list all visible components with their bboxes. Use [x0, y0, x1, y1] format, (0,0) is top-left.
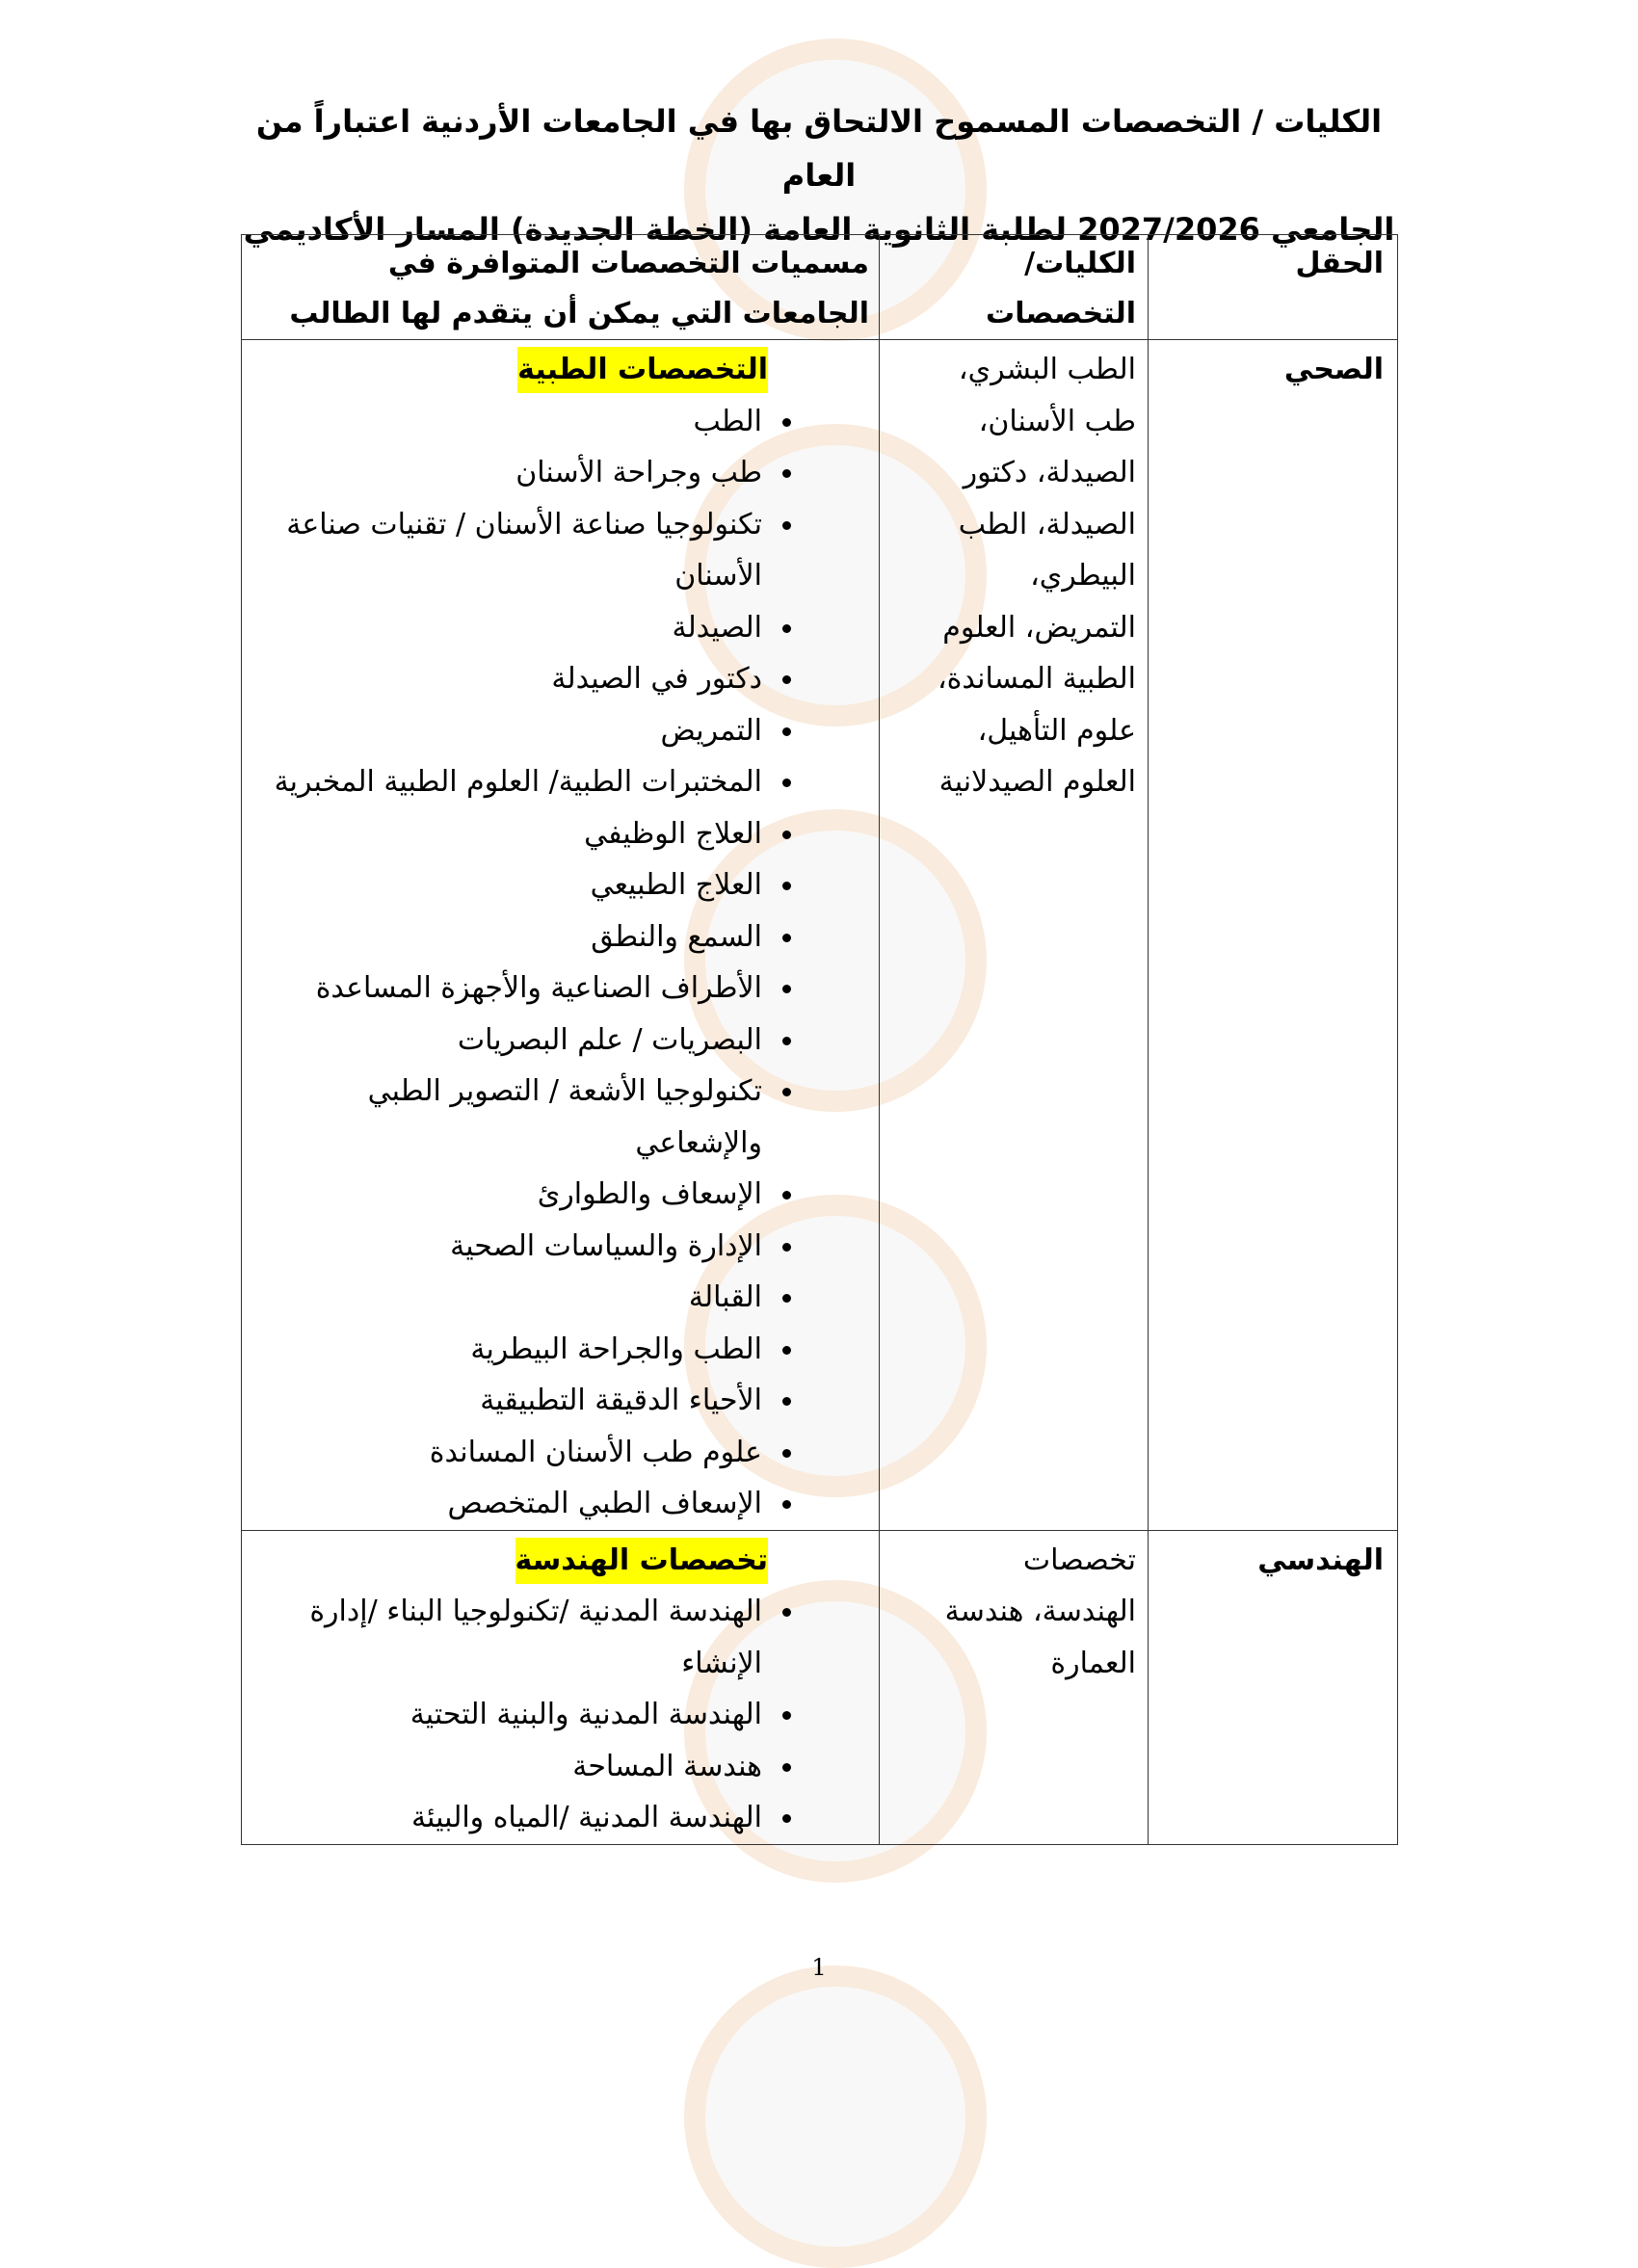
title-line-2: الجامعي 2027/2026 لطلبة الثانوية العامة (الخطة الجديدة) المسار الأكاديمي [243, 211, 1395, 248]
major-item: • الهندسة المدنية /تكنولوجيا البناء /إدارة الإنشاء [251, 1586, 768, 1689]
document-title [241, 94, 1397, 256]
college-line: طب الأسنان، [978, 404, 1136, 438]
group-title-highlight: التخصصات الطبية [517, 347, 768, 393]
major-item: • المختبرات الطبية/ العلوم الطبية المخبرية [251, 756, 768, 808]
majors-cell [242, 1530, 880, 1844]
major-item: • الإسعاف الطبي المتخصص [251, 1478, 768, 1530]
college-line: التمريض، العلوم [942, 610, 1136, 645]
college-line: الطبية المساندة، [937, 662, 1136, 696]
major-item: • الأحياء الدقيقة التطبيقية [251, 1375, 768, 1427]
college-line: الصيدلة، الطب [958, 507, 1136, 541]
major-item: • القبالة [251, 1272, 768, 1324]
major-item: • الهندسة المدنية /المياه والبيئة [251, 1792, 768, 1844]
group-title-highlight: تخصصات الهندسة [515, 1538, 769, 1584]
college-line: العلوم الصيدلانية [938, 765, 1136, 799]
major-item: • علوم طب الأسنان المساندة [251, 1427, 768, 1479]
colleges-cell [880, 1530, 1149, 1844]
college-line: علوم التأهيل، [977, 713, 1136, 748]
header-field: الحقل [1149, 235, 1398, 340]
college-line: الهندسة، هندسة [944, 1595, 1136, 1628]
major-item: • هندسة المساحة [251, 1741, 768, 1793]
field-cell: الهندسي [1149, 1530, 1398, 1844]
header-majors: مسميات التخصصات المتوافرة في الجامعات التي يمكن أن يتقدم لها الطالب [242, 235, 880, 340]
major-item: • الإدارة والسياسات الصحية [251, 1221, 768, 1273]
page-number: 1 [811, 1954, 827, 1981]
colleges-cell [880, 340, 1149, 1531]
major-item: • الطب [251, 396, 768, 448]
major-item: • التمريض [251, 705, 768, 757]
table-row [242, 1530, 1398, 1844]
major-item: • تكنولوجيا الأشعة / التصوير الطبي والإشعاعي [251, 1066, 768, 1169]
major-item: • تكنولوجيا صناعة الأسنان / تقنيات صناعة الأسنان [251, 499, 768, 602]
major-item: • الطب والجراحة البيطرية [251, 1324, 768, 1376]
major-item: • العلاج الطبيعي [251, 859, 768, 911]
college-line: البيطري، [1030, 559, 1136, 593]
field-cell: الصحي [1149, 340, 1398, 1531]
table-row [242, 340, 1398, 1531]
majors-list [251, 396, 879, 1530]
major-item: • الهندسة المدنية والبنية التحتية [251, 1689, 768, 1741]
major-item: • طب وجراحة الأسنان [251, 447, 768, 499]
major-item: • البصريات / علم البصريات [251, 1015, 768, 1067]
header-colleges: الكليات/ التخصصات [880, 235, 1149, 340]
title-line-1: الكليات / التخصصات المسموح الالتحاق بها في الجامعات الأردنية اعتباراً من العام [255, 103, 1383, 194]
college-line: تخصصات [1022, 1543, 1136, 1577]
table-header-row [242, 235, 1398, 340]
college-line: الطب البشري، [958, 353, 1136, 386]
major-item: • العلاج الوظيفي [251, 808, 768, 860]
majors-table [241, 234, 1398, 1845]
major-item: • الإسعاف والطوارئ [251, 1169, 768, 1221]
majors-cell [242, 340, 880, 1531]
watermark-clock [684, 1965, 987, 2268]
majors-list [251, 1586, 879, 1844]
major-item: • السمع والنطق [251, 911, 768, 963]
major-item: • الصيدلة [251, 602, 768, 654]
college-line: الصيدلة، دكتور [963, 456, 1136, 489]
major-item: • دكتور في الصيدلة [251, 653, 768, 705]
major-item: • الأطراف الصناعية والأجهزة المساعدة [251, 963, 768, 1015]
college-line: العمارة [1050, 1646, 1136, 1680]
